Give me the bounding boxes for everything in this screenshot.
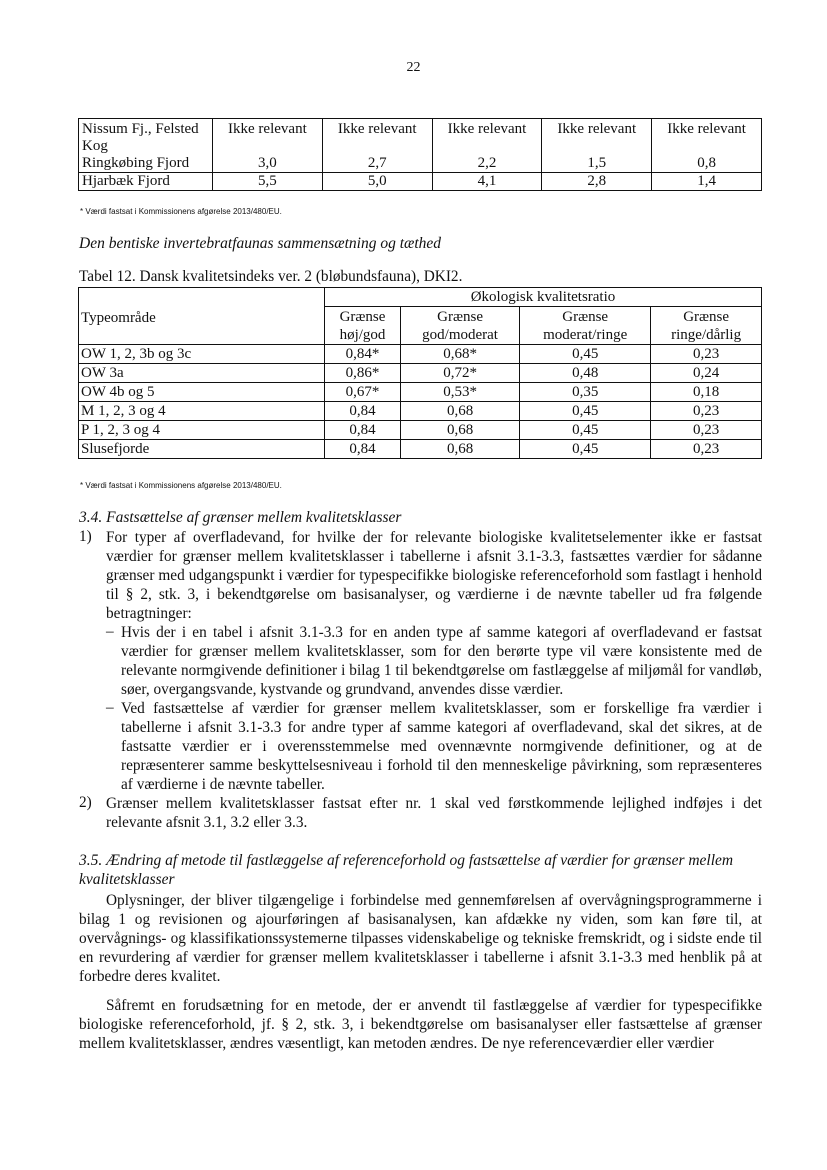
group-header: Økologisk kvalitetsratio (325, 288, 762, 307)
table-cell: 0,8 (652, 155, 762, 173)
dash-bullet: – (106, 623, 114, 640)
boundary-table-fjords (78, 118, 762, 191)
section-subheading: Den bentiske invertebratfaunas sammensætning og tæthed (79, 235, 442, 252)
table-cell: 0,67* (325, 383, 401, 402)
table-cell: 0,23 (651, 345, 762, 364)
table-cell-name: OW 1, 2, 3b og 3c (79, 345, 325, 364)
table-cell: 0,45 (520, 402, 651, 421)
table-cell: 0,45 (520, 345, 651, 364)
table-cell: 2,2 (432, 155, 542, 173)
table-cell: 0,45 (520, 421, 651, 440)
table-cell: 2,8 (542, 173, 652, 191)
table-cell: 0,24 (651, 364, 762, 383)
section-heading-3-5: 3.5. Ændring af metode til fastlæggelse af referenceforhold og fastsættelse af værdier for grænser mellem kvalitetsklasser (79, 852, 734, 888)
column-header: Grænse moderat/ringe (520, 307, 651, 345)
table-cell: 0,84 (325, 440, 401, 459)
table-cell-name: Hjarbæk Fjord (79, 173, 213, 191)
table-cell: 0,86* (325, 364, 401, 383)
table-cell: 0,84 (325, 421, 401, 440)
list-number: 2) (79, 794, 92, 811)
table-cell-name: M 1, 2, 3 og 4 (79, 402, 325, 421)
table-cell-name: OW 4b og 5 (79, 383, 325, 402)
section-heading-3-4: 3.4. Fastsættelse af grænser mellem kvalitetsklasser (79, 509, 402, 526)
table-cell: 0,35 (520, 383, 651, 402)
table-row (79, 421, 762, 440)
table-cell-name: Nissum Fj., Felsted Kog (82, 121, 199, 154)
table-cell: 5,0 (322, 173, 432, 191)
table-row (79, 119, 762, 156)
column-header: Grænse høj/god (325, 307, 401, 345)
table-cell: Ikke relevant (432, 119, 542, 156)
table-cell-name: Ringkøbing Fjord (82, 155, 190, 171)
list-number: 1) (79, 528, 92, 545)
table-row (79, 155, 762, 173)
table-cell: 2,7 (322, 155, 432, 173)
table-cell: Ikke relevant (652, 119, 762, 156)
table-cell: 0,45 (520, 440, 651, 459)
table-cell: 0,68 (401, 421, 520, 440)
table-cell: 0,23 (651, 402, 762, 421)
table-caption: Tabel 12. Dansk kvalitetsindeks ver. 2 (bløbundsfauna), DKI2. (79, 268, 463, 285)
table-cell-name: Slusefjorde (79, 440, 325, 459)
table-header-row (79, 288, 762, 307)
table-cell: 3,0 (213, 155, 323, 173)
table-cell: 1,5 (542, 155, 652, 173)
table-cell-name: OW 3a (79, 364, 325, 383)
dash-bullet: – (106, 699, 114, 716)
table-cell: 0,84 (325, 402, 401, 421)
table-cell: Ikke relevant (322, 119, 432, 156)
paragraph: Såfremt en forudsætning for en metode, der er anvendt til fastlæggelse af værdier for typespecifikke biologiske referenceforhold, jf. § 2, stk. 3, i bekendtgørelse om basisanalyser eller fastsættelse af grænser mellem kvalitetsklasser, ændres væsentligt, kan metoden ændres. De nye referenceværdier eller værdier (79, 997, 762, 1052)
table-cell: 1,4 (652, 173, 762, 191)
table-cell: 0,23 (651, 440, 762, 459)
paragraph: For typer af overfladevand, for hvilke der for relevante biologiske kvalitetselementer ikke er fastsat værdier for grænser mellem kvalitetsklasser i tabellerne i afsnit 3.1-3.3, fastsættes værdier for sådanne grænser med udgangspunkt i værdier for typespecifikke biologiske referenceforhold som fastlagt i henhold til § 2, stk. 3, i bekendtgørelse om basisanalyser, og værdierne i de nævnte tabeller ud fra følgende betragtninger: (106, 529, 762, 622)
table-cell: 0,68 (401, 402, 520, 421)
table-cell: 0,48 (520, 364, 651, 383)
table-row (79, 383, 762, 402)
table-row (79, 173, 762, 191)
table-row (79, 402, 762, 421)
table-cell: 0,18 (651, 383, 762, 402)
table-cell: 0,53* (401, 383, 520, 402)
table-cell: 0,72* (401, 364, 520, 383)
paragraph: Grænser mellem kvalitetsklasser fastsat efter nr. 1 skal ved førstkommende lejlighed indføjes i det relevante afsnit 3.1, 3.2 eller 3.3. (106, 795, 762, 831)
page-number: 22 (406, 60, 421, 75)
paragraph: Hvis der i en tabel i afsnit 3.1-3.3 for en anden type af samme kategori af overfladevand er fastsat værdier for grænser mellem kvalitetsklasser, som for den berørte type vil være konsistente med de relevante normgivende definitioner i bilag 1 til bekendtgørelse om fastlæggelse af miljømål for vandløb, søer, overgangsvande, kystvande og grundvand, anvendes disse værdier. (121, 624, 762, 698)
table-footnote: * Værdi fastsat i Kommissionens afgørelse 2013/480/EU. (80, 481, 282, 490)
table-cell: 5,5 (213, 173, 323, 191)
table-row (79, 345, 762, 364)
table-cell-name: P 1, 2, 3 og 4 (79, 421, 325, 440)
column-header: Grænse god/moderat (401, 307, 520, 345)
table-cell: 0,68 (401, 440, 520, 459)
column-header: Grænse ringe/dårlig (651, 307, 762, 345)
table-cell: Ikke relevant (542, 119, 652, 156)
paragraph: Ved fastsættelse af værdier for grænser mellem kvalitetsklasser, som er forskellige fra værdier i tabellerne i afsnit 3.1-3.3 for andre typer af samme kategori af overfladevand, skal det sikres, at de fastsatte værdier er i overensstemmelse med ovennævnte normgivende definitioner, og at de repræsenterer samme beskyttelsesniveau i forhold til den menneskelige påvirkning, som repræsenteres af værdierne i de nævnte tabeller. (121, 700, 762, 793)
dki2-table (78, 287, 762, 459)
row-header: Typeområde (79, 288, 325, 345)
table-cell: 4,1 (432, 173, 542, 191)
paragraph: Oplysninger, der bliver tilgængelige i forbindelse med gennemførelsen af overvågningsprogrammerne i bilag 1 og revisionen og ajourføringen af basisanalysen, kan afdække ny viden, som kan føre til, at overvågnings- og klassifikationssystemerne tilpasses videnskabelige og tekniske fremskridt, og i sidste ende til en revurdering af værdier for grænser mellem kvalitetsklasser i tabellerne i afsnit 3.1-3.3 med henblik på at forbedre deres kvalitet. (79, 892, 762, 985)
table-footnote: * Værdi fastsat i Kommissionens afgørelse 2013/480/EU. (80, 207, 282, 216)
table-cell: 0,23 (651, 421, 762, 440)
table-cell: 0,84* (325, 345, 401, 364)
table-cell: Ikke relevant (213, 119, 323, 156)
table-cell: 0,68* (401, 345, 520, 364)
table-row (79, 440, 762, 459)
table-row (79, 364, 762, 383)
